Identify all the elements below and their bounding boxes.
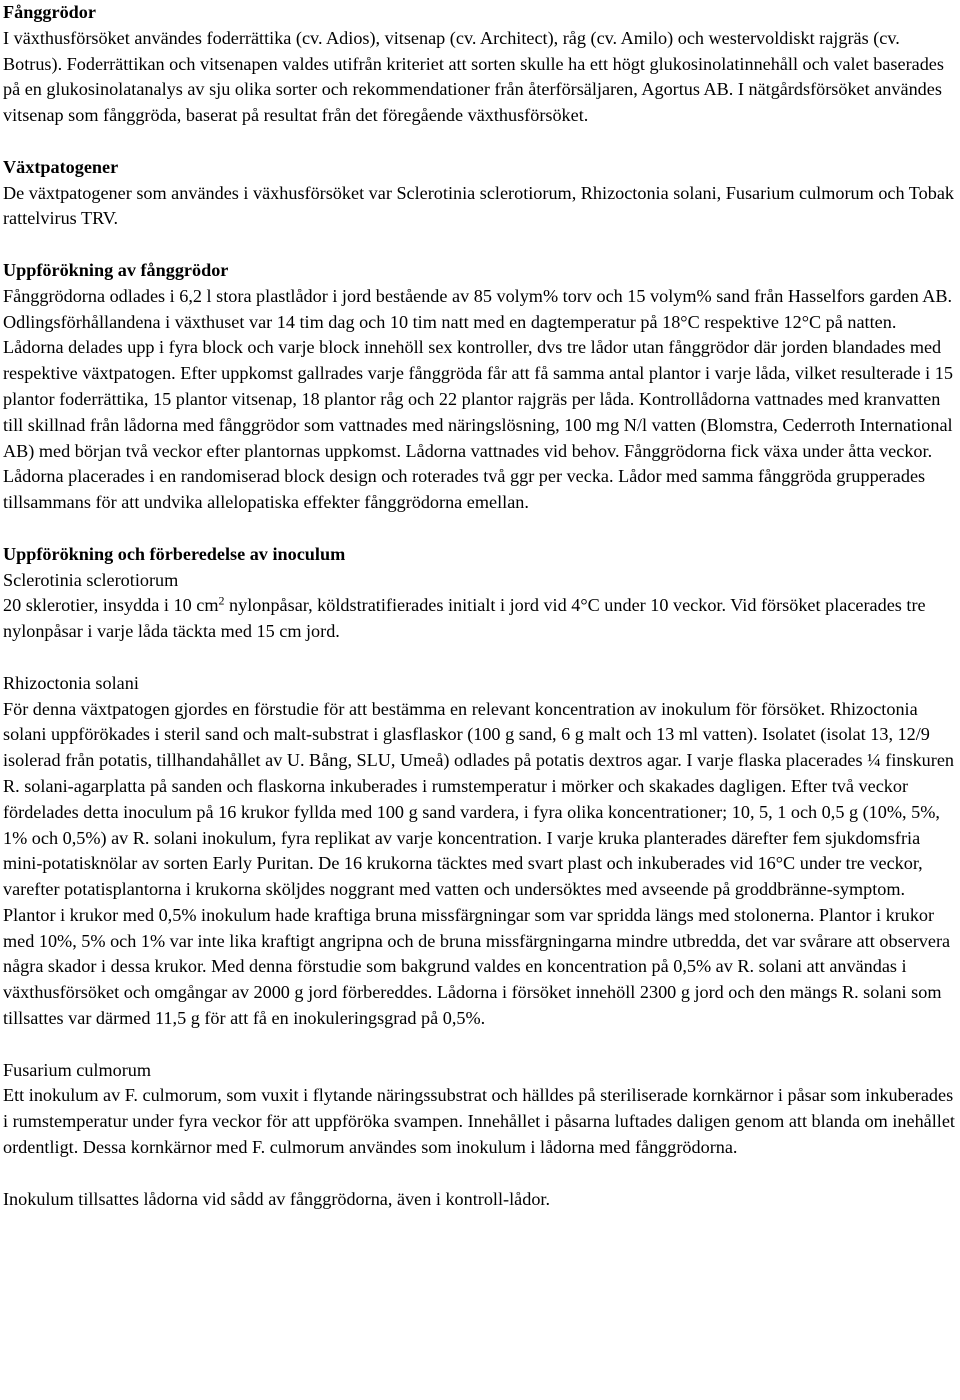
section-vaxtpatogener [3,155,958,232]
section-heading: Växtpatogener [3,156,119,177]
spacer [3,645,958,671]
subsection-body: Ett inokulum av F. culmorum, som vuxit i flytande näringssubstrat och hälldes på steriliserade kornkärnor i påsar som inkuberades i rumstemperatur under fyra veckor för att uppföröka svampen. Innehållet i påsarna luftades daligen genom att blanda om inehållet ordentligt. Dessa kornkärnor med F. culmorum användes som inokulum i lådorna med fånggrödorna. [3,1085,955,1158]
subsection-rhizoctonia [3,671,958,1032]
spacer [3,1161,958,1187]
body-text-pre: 20 sklerotier, insydda i 10 cm [3,595,219,616]
spacer [3,516,958,542]
section-body: De växtpatogener som användes i växhusförsöket var Sclerotinia sclerotiorum, Rhizoctonia solani, Fusarium culmorum och Tobak rattelvirus TRV. [3,182,954,229]
section-body: Fånggrödorna odlades i 6,2 l stora plastlådor i jord bestående av 85 volym% torv och 15 volym% sand från Hasselfors garden AB. Odlingsförhållandena i växthuset var 14 tim dag och 10 tim natt med en dagtemperatur på 18°C respektive 12°C på natten. Lådorna delades upp i fyra block och varje block innehöll sex kontroller, dvs tre lådor utan fånggrödor där jorden blandades med respektive växtpatogen. Efter uppkomst gallrades varje fånggröda får att få samma antal plantor i varje låda, vilket resulterade i 15 plantor foderrättika, 15 plantor vitsenap, 18 plantor råg och 22 plantor rajgräs per låda. Kontrollådorna vattnades med kranvatten till skillnad från lådorna med fånggrödor som vattnades med näringslösning, 100 mg N/l vatten (Blomstra, Cederroth International AB) med början två veckor efter plantornas uppkomst. Lådorna vattnades vid behov. Fånggrödorna fick växa under åtta veckor. Lådorna placerades i en randomiserad block design och roterades två ggr per vecka. Lådor med samma fånggröda grupperades tillsammans för att undvika allelopatiska effekter fånggrödorna emellan. [3,285,953,513]
subsection-body: För denna växtpatogen gjordes en förstudie för att bestämma en relevant koncentration av inokulum för försöket. Rhizoctonia solani uppförökades i steril sand och malt-substrat i glasflaskor (100 g sand, 6 g malt och 13 ml vatten). Isolatet (isolat 13, 12/9 isolerad från potatis, tillhandahållet av U. Bång, SLU, Umeå) odlades på potatis dextros agar. I varje flaska placerades ¼ finskuren R. solani-agarplatta på sanden och flaskorna inkuberades i rumstemperatur i mörker och skakades dagligen. Efter två veckor fördelades detta inoculum på 16 krukor fyllda med 100 g sand vardera, i fyra olika koncentrationer; 10, 5, 1 och 0,5 g (10%, 5%, 1% och 0,5%) av R. solani inokulum, fyra replikat av varje koncentration. I varje kruka planterades därefter fem sjukdomsfria mini-potatisknölar av sorten Early Puritan. De 16 krukorna täcktes med svart plast och inkuberades vid 16°C under tre veckor, varefter potatisplantorna i krukorna sköljdes noggrant med vatten och undersöktes med avseende på groddbränne-symptom. Plantor i krukor med 0,5% inokulum hade kraftiga bruna missfärgningar som var spridda längs med stolonerna. Plantor i krukor med 10%, 5% och 1% var inte lika kraftigt angripna och de bruna missfärgningarna mindre utbredda, det var svårare att observera några skador i dessa krukor. Med denna förstudie som bakgrund valdes en koncentration på 0,5% av R. solani att användas i växthusförsöket och omgångar av 2000 g jord förbereddes. Lådorna i försöket innehöll 2300 g jord och den mängs R. solani som tillsattes var därmed 11,5 g för att få en inokuleringsgrad på 0,5%. [3,698,954,1029]
superscript: 2 [218,593,225,608]
body-text-post: nylonpåsar, köldstratifierades initialt i jord vid 4°C under 10 veckor. Vid försöket placerades tre nylonpåsar i varje låda täckta med 15 cm jord. [3,595,926,642]
section-heading: Uppförökning och förberedelse av inoculum [3,543,346,564]
section-body: I växthusförsöket användes foderrättika (cv. Adios), vitsenap (cv. Architect), råg (cv. Amilo) och westervoldiskt rajgräs (cv. Botrus). Foderrättikan och vitsenapen valdes utifrån kriteriet att sorten skulle ha ett högt glukosinolatinnehåll och valet baserades på en glukosinolatanalys av sju olika sorter och rekommendationer från återförsäljaren, Agortus AB. I nätgårdsförsöket användes vitsenap som fånggröda, baserat på resultat från det föregående växthusförsöket. [3,27,944,126]
final-note: Inokulum tillsattes lådorna vid sådd av fånggrödorna, även i kontroll-lådor. [3,1188,551,1209]
section-fanggrodor [3,0,958,129]
section-inoculum [3,542,958,1213]
subsection-fusarium [3,1058,958,1161]
subsection-title: Rhizoctonia solani [3,672,139,693]
spacer [3,232,958,258]
subsection-title: Fusarium culmorum [3,1059,152,1080]
subsection-body [3,593,958,645]
section-heading: Fånggrödor [3,2,96,22]
subsection-title: Sclerotinia sclerotiorum [3,569,179,590]
spacer [3,129,958,155]
section-heading: Uppförökning av fånggrödor [3,259,229,280]
subsection-sclerotinia [3,568,958,645]
spacer [3,1032,958,1058]
section-uppforokning-fanggrodor [3,258,958,516]
